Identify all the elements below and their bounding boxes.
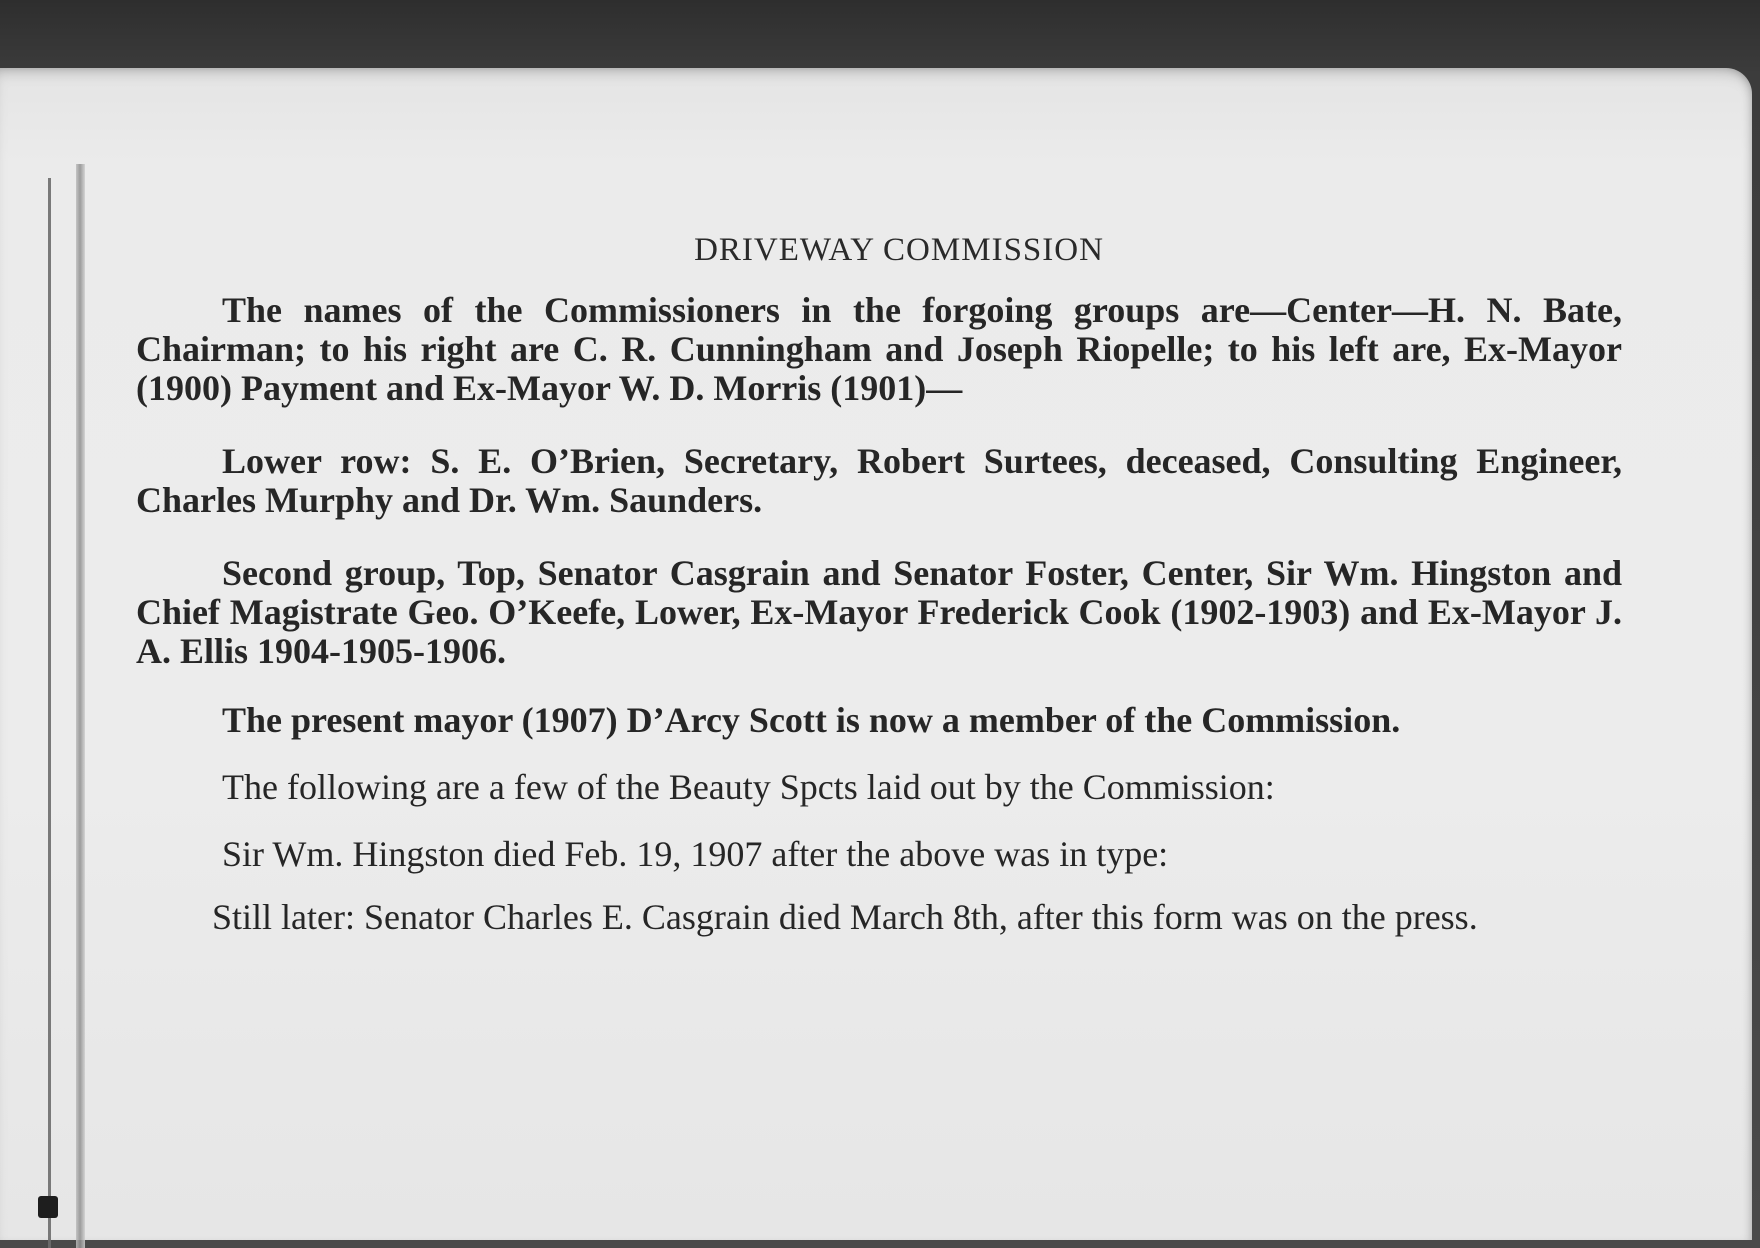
- binding-edge: [48, 178, 51, 1248]
- paragraph-casgrain-death: Still later: Senator Charles E. Casgrain died March 8th, after this form was on the press.: [212, 897, 1478, 937]
- page-title: DRIVEWAY COMMISSION: [694, 232, 1104, 268]
- binding-mark: [38, 1196, 58, 1218]
- paragraph-lower-row: Lower row: S. E. O’Brien, Secretary, Robert Surtees, deceased, Consulting Engineer, Charles Murphy and Dr. Wm. Saunders.: [136, 441, 1622, 520]
- paragraph-beauty-spots: The following are a few of the Beauty Spcts laid out by the Commission:: [222, 767, 1275, 807]
- paragraph-commissioners: The names of the Commissioners in the forgoing groups are—Center—H. N. Bate, Chairman; to his right are C. R. Cunningham and Joseph Riopelle; to his left are, Ex-Mayor (1900) Payment and Ex-Mayor W. D. Morris (1901)—: [136, 290, 1622, 408]
- paragraph-second-group: Second group, Top, Senator Casgrain and Senator Foster, Center, Sir Wm. Hingston and Chief Magistrate Geo. O’Keefe, Lower, Ex-Mayor Frederick Cook (1902-1903) and Ex-Mayor J. A. Ellis 1904-1905-1906.: [136, 553, 1622, 671]
- page-binding: [76, 164, 85, 1248]
- paragraph-present-mayor: The present mayor (1907) D’Arcy Scott is now a member of the Commission.: [222, 700, 1401, 740]
- paragraph-hingston-death: Sir Wm. Hingston died Feb. 19, 1907 after the above was in type:: [222, 834, 1169, 874]
- page-text: [136, 232, 1622, 937]
